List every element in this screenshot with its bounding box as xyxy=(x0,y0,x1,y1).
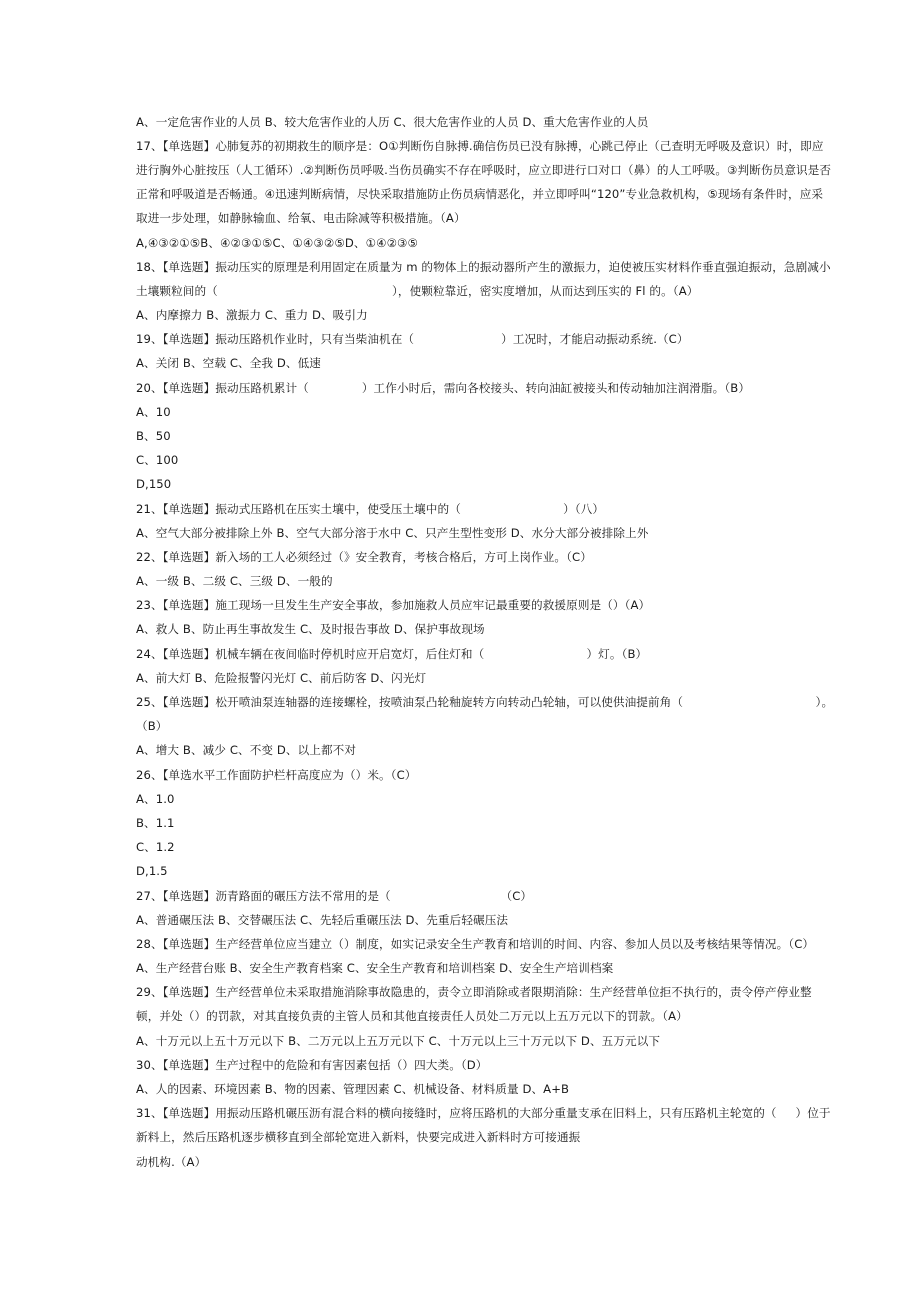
question-28: 28、【单选题】生产经营单位应当建立（）制度，如实记录安全生产教育和培训的时间、内容、参加人员以及考核结果等情况。（C） xyxy=(136,937,815,951)
text-line: 进行胸外心脏按压（人工循环）.②判断伤员呼吸.当伤员确实不存在呼吸时，应立即进行口对口（鼻）的人工呼吸。③判断伤员意识是否 xyxy=(136,163,832,177)
question-20: 20、【单选题】振动压路机累计（ ）工作小时后，需向各校接头、转向油缸被接头和传动轴加注润滑脂。（B） xyxy=(136,381,751,395)
answer-options: A、生产经营台账 B、安全生产教育档案 C、安全生产教育和培训档案 D、安全生产培训档案 xyxy=(136,961,614,975)
answer-options: A,④③②①⑤B、④②③①⑤C、①④③②⑤D、①④②③⑤ xyxy=(136,236,419,250)
answer-option: A、1.0 xyxy=(136,792,175,806)
answer-options: A、前大灯 B、危险报警闪光灯 C、前后防客 D、闪光灯 xyxy=(136,671,427,685)
question-19: 19、【单选题】振动压路机作业时，只有当柴油机在（ ）工况时，才能启动振动系统.（C） xyxy=(136,332,689,346)
text-line: 顿，并处（）的罚款，对其直接负责的主管人员和其他直接责任人员处二万元以上五万元以下的罚款。（A） xyxy=(136,1009,688,1023)
question-23: 23、【单选题】施工现场一旦发生生产安全事故，参加施救人员应牢记最重要的救援原则是（）（A） xyxy=(136,598,651,612)
text-line: 取进一步处理，如静脉输血、给氧、电击除减等积极措施。（A） xyxy=(136,211,466,225)
question-26: 26、【单选水平工作面防护栏杆高度应为（）米。（C） xyxy=(136,768,417,782)
question-24: 24、【单选题】机械车辆在夜间临时停机时应开启宽灯，后住灯和（ ）灯。（B） xyxy=(136,647,648,661)
text-line: 土壤颗粒间的（ ），使颗粒靠近，密实度增加，从而达到压实的 Fl 的。（A） xyxy=(136,284,699,298)
question-17: 17、【单选题】心肺复苏的初期救生的顺序是：O①判断伤自脉搏.确信伤员已没有脉搏，心跳己停止（己查明无呼吸及意识）时，即应 xyxy=(136,139,824,153)
answer-option: C、1.2 xyxy=(136,840,175,854)
answer-options: A、人的因素、环境因素 B、物的因素、管理因素 C、机械设备、材料质量 D、A+B xyxy=(136,1082,570,1096)
answer-options: A、普通碾压法 B、交替碾压法 C、先轻后重碾压法 D、先重后轻碾压法 xyxy=(136,913,509,927)
text-line: 动机构.（A） xyxy=(136,1155,207,1169)
answer-options: A、关闭 B、空载 C、全我 D、低速 xyxy=(136,356,321,370)
answer-options: A、一级 B、二级 C、三级 D、一般的 xyxy=(136,574,333,588)
answer-options: A、十万元以上五十万元以下 B、二万元以上五万元以下 C、十万元以上三十万元以下 D、五万元以下 xyxy=(136,1034,661,1048)
answer-option: D,150 xyxy=(136,477,172,491)
text-line: 正常和呼吸道是否畅通。④迅速判断病情，尽快采取措施防止伤员病情恶化，并立即呼叫“120”专业急救机构，⑤现场有条件时，应采 xyxy=(136,187,824,201)
question-30: 30、【单选题】生产过程中的危险和有害因素包括（）四大类。（D） xyxy=(136,1058,488,1072)
question-22: 22、【单选题】新入场的工人必须经过（》安全教育，考核合格后，方可上岗作业。（C） xyxy=(136,550,592,564)
answer-option: D,1.5 xyxy=(136,864,168,878)
answer-options: A、增大 B、减少 C、不变 D、以上都不对 xyxy=(136,743,357,757)
question-27: 27、【单选题】沥青路面的碾压方法不常用的是（ （C） xyxy=(136,889,533,903)
answer-options: A、内摩擦力 B、激振力 C、重力 D、吸引力 xyxy=(136,308,368,322)
question-21: 21、【单选题】振动式压路机在压实土壤中，使受压土壤中的（ ）（八） xyxy=(136,502,605,516)
question-29: 29、【单选题】生产经营单位未采取措施消除事故隐患的，责令立即消除或者限期消除：生产经营单位拒不执行的，责令停产停业整 xyxy=(136,985,812,999)
answer-options: A、空气大部分被排除上外 B、空气大部分溶于水中 C、只产生型性变形 D、水分大部分被排除上外 xyxy=(136,526,649,540)
question-18: 18、【单选题】振动压实的原理是利用固定在质量为 m 的物体上的振动器所产生的激振力，迫使被压实材料作垂直强迫振动，急剧减小 xyxy=(136,260,831,274)
text-line: A、一定危害作业的人员 B、较大危害作业的人历 C、很大危害作业的人员 D、重大危害作业的人员 xyxy=(136,115,649,129)
answer-option: A、10 xyxy=(136,405,171,419)
text-line: 新料上，然后压路机逐步横移直到全部轮宽进入新料，快要完成进入新料时方可接通振 xyxy=(136,1130,581,1144)
answer-option: B、50 xyxy=(136,429,171,443)
answer-options: A、救人 B、防止再生事故发生 C、及时报告事故 D、保护事故现场 xyxy=(136,622,485,636)
question-31: 31、【单选题】用振动压路机碾压沥有混合料的横向接缝时，应将压路机的大部分重量支承在旧料上，只有压路机主轮宽的（ ）位于 xyxy=(136,1106,831,1120)
answer-option: B、1.1 xyxy=(136,816,175,830)
text-line: （B） xyxy=(136,719,168,733)
question-25: 25、【单选题】松开喷油泵连轴器的连接螺栓，按喷油泵凸轮釉旋转方向转动凸轮轴，可以使供油提前角（ ）。 xyxy=(136,695,834,709)
answer-option: C、100 xyxy=(136,453,179,467)
